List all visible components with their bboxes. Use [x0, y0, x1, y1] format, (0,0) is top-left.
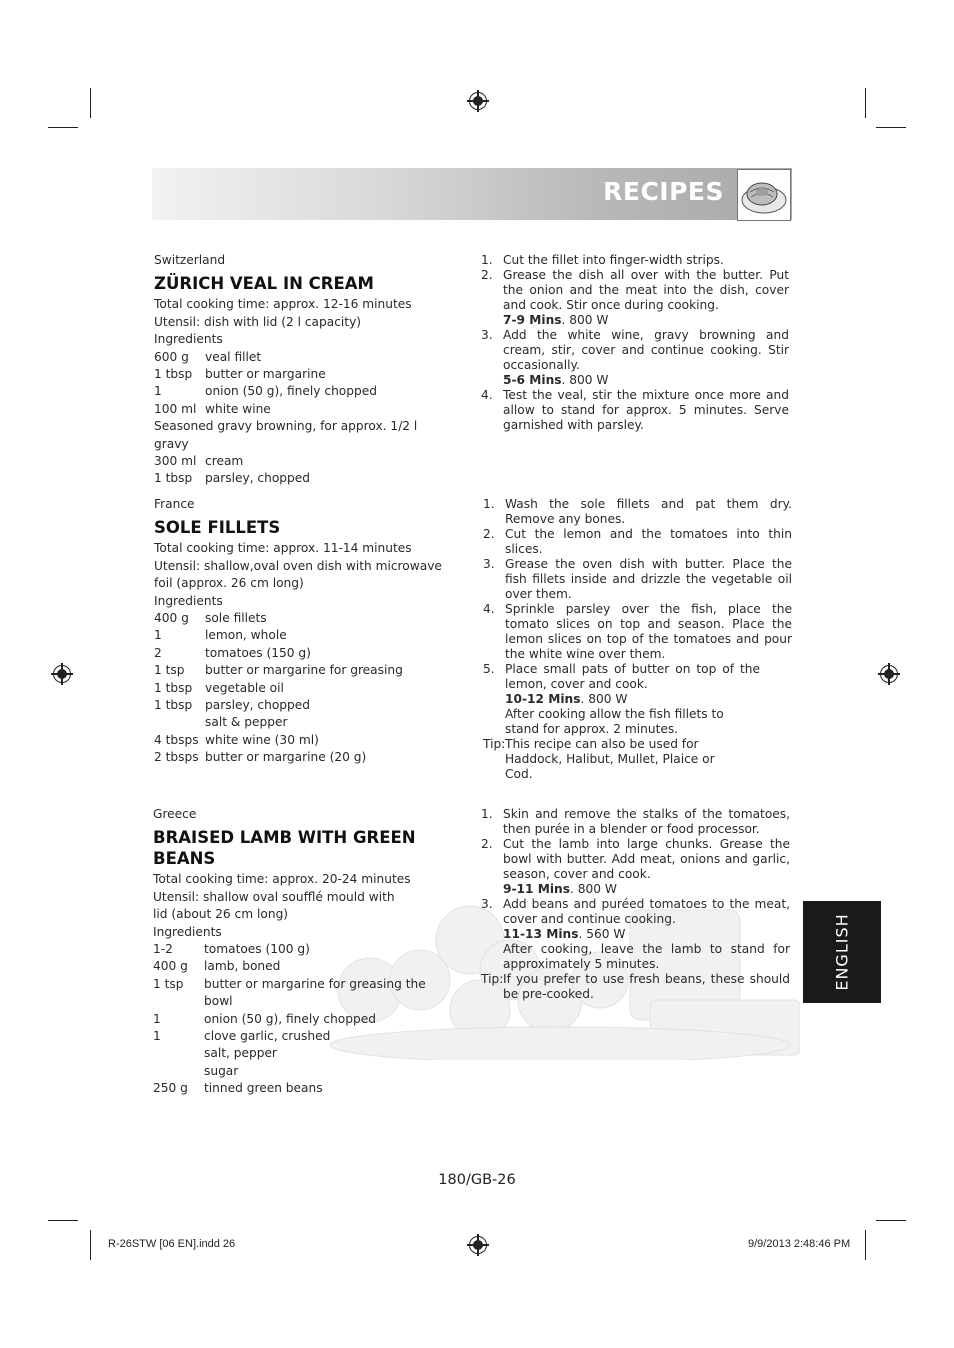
ingredient-row: 1 lemon, whole: [154, 628, 287, 643]
crop-mark: [876, 1220, 906, 1221]
recipe-zurich-veal-info: [154, 252, 454, 488]
step-item: 4. Test the veal, stir the mixture once more and allow to stand for approx. 5 minutes. Serve garnished with parsley.: [481, 388, 789, 432]
ingredient-row: 1 clove garlic, crushed: [153, 1029, 331, 1044]
page-number: 180/GB-26: [438, 1172, 516, 1188]
registration-mark-icon: [469, 92, 487, 110]
recipe-zurich-veal-steps: [481, 253, 789, 433]
crop-mark: [90, 88, 91, 118]
step-time: 7-9 Mins. 800 W: [503, 313, 609, 327]
recipe-title: BRAISED LAMB WITH GREEN BEANS: [153, 828, 416, 869]
ingredient-row: salt, pepper: [204, 1046, 277, 1061]
header-band: [152, 168, 792, 220]
crop-mark: [865, 1230, 866, 1260]
ingredients-label: Ingredients: [154, 332, 223, 347]
ingredient-row: 250 g tinned green beans: [153, 1081, 323, 1096]
utensil: Utensil: dish with lid (2 l capacity): [154, 314, 362, 329]
ingredient-row: 1-2 tomatoes (100 g): [153, 942, 310, 957]
recipe-title: ZÜRICH VEAL IN CREAM: [154, 274, 374, 294]
step-item: 2. Grease the dish all over with the butter. Put the onion and the meat into the dish, cover and cook. Stir once during cooking.: [481, 268, 789, 312]
step-item: 1. Wash the sole fillets and pat them dry. Remove any bones.: [483, 497, 792, 526]
ingredient-row: 300 ml cream: [154, 454, 244, 469]
tip-note: Tip: If you prefer to use fresh beans, these should be pre-cooked.: [481, 972, 790, 1001]
step-item: 3. Add the white wine, gravy browning and cream, stir, cover and continue cooking. Stir occasionally.: [481, 328, 789, 372]
ingredient-row: 1 tbsp butter or margarine: [154, 367, 326, 382]
ingredient-row: 4 tbsps white wine (30 ml): [154, 732, 319, 747]
ingredient-row: 1 tbsp parsley, chopped: [154, 698, 310, 713]
page-title: RECIPES: [603, 177, 724, 206]
step-item: 2. Cut the lemon and the tomatoes into thin slices.: [483, 527, 792, 556]
step-time: 5-6 Mins. 800 W: [503, 373, 609, 387]
ingredient-row: 1 tsp butter or margarine for greasing: [154, 663, 403, 678]
registration-mark-icon: [469, 1236, 487, 1254]
cooking-time: Total cooking time: approx. 11-14 minutes: [154, 541, 412, 556]
ingredient-row: Seasoned gravy browning, for approx. 1/2 l gravy: [154, 419, 418, 451]
ingredient-row: 1 tbsp parsley, chopped: [154, 471, 310, 486]
cooking-time: Total cooking time: approx. 20-24 minutes: [153, 872, 411, 887]
ingredient-row: 400 g lamb, boned: [153, 959, 281, 974]
ingredient-row: sugar: [204, 1063, 239, 1078]
recipe-sole-fillets-steps: [483, 497, 792, 782]
step-time: 10-12 Mins. 800 W: [505, 692, 628, 706]
step-time: 11-13 Mins. 560 W: [503, 927, 626, 941]
crop-mark: [876, 127, 906, 128]
cooking-time: Total cooking time: approx. 12-16 minutes: [154, 297, 412, 312]
footer-datetime: 9/9/2013 2:48:46 PM: [748, 1238, 851, 1250]
utensil: Utensil: shallow,oval oven dish with microwave foil (approx. 26 cm long): [154, 558, 442, 591]
ingredients-label: Ingredients: [154, 593, 223, 608]
recipe-country: Greece: [153, 807, 197, 821]
step-after-note: After cooking allow the fish fillets to stand for approx. 2 minutes.: [505, 707, 724, 736]
step-time: 9-11 Mins. 800 W: [503, 882, 617, 896]
ingredient-row: 1 onion (50 g), finely chopped: [153, 1011, 376, 1026]
step-item: 3. Add beans and puréed tomatoes to the meat, cover and continue cooking.: [481, 897, 790, 926]
recipe-braised-lamb-info: [153, 806, 458, 1098]
registration-mark-icon: [880, 665, 898, 683]
utensil: Utensil: shallow oval soufflé mould with lid (about 26 cm long): [153, 889, 395, 922]
ingredient-row: 1 onion (50 g), finely chopped: [154, 384, 377, 399]
step-item: 1. Skin and remove the stalks of the tomatoes, then purée in a blender or food processor.: [481, 807, 790, 836]
crop-mark: [90, 1230, 91, 1260]
language-tab: [803, 901, 881, 1003]
ingredient-row: 2 tomatoes (150 g): [154, 645, 311, 660]
recipe-braised-lamb-steps: [481, 807, 790, 1002]
recipe-sole-fillets-info: [154, 496, 454, 767]
language-tab-label: ENGLISH: [832, 913, 852, 991]
recipe-country: Switzerland: [154, 253, 226, 267]
tip-note: Tip: This recipe can also be used for Haddock, Halibut, Mullet, Plaice or Cod.: [483, 737, 715, 781]
step-after-note: After cooking, leave the lamb to stand for approximately 5 minutes.: [503, 942, 790, 971]
step-item: 1. Cut the fillet into finger-width strips.: [481, 253, 724, 267]
crop-mark: [48, 127, 78, 128]
ingredient-row: 1 tsp butter or margarine for greasing the bowl: [153, 976, 426, 1009]
step-item: 3. Grease the oven dish with butter. Place the fish fillets inside and drizzle the vegetable oil over them.: [483, 557, 792, 601]
recipe-country: France: [154, 497, 195, 511]
registration-mark-icon: [53, 665, 71, 683]
roast-meat-image: [737, 169, 791, 221]
ingredient-row: 1 tbsp vegetable oil: [154, 680, 284, 695]
ingredient-row: 400 g sole fillets: [154, 611, 267, 626]
step-item: 4. Sprinkle parsley over the fish, place the tomato slices on top and season. Place the lemon slices on top of the tomatoes and pour the white wine over them.: [483, 602, 792, 661]
step-item: 2. Cut the lamb into large chunks. Grease the bowl with butter. Add meat, onions and garlic, season, cover and cook.: [481, 837, 790, 881]
ingredients-label: Ingredients: [153, 924, 222, 939]
crop-mark: [48, 1220, 78, 1221]
recipe-title: SOLE FILLETS: [154, 518, 281, 538]
ingredient-row: 2 tbsps butter or margarine (20 g): [154, 750, 367, 765]
crop-mark: [865, 88, 866, 118]
footer-file-name: R-26STW [06 EN].indd 26: [108, 1238, 236, 1250]
ingredient-row: 100 ml white wine: [154, 401, 271, 416]
step-item: 5. Place small pats of butter on top of the lemon, cover and cook.: [483, 662, 760, 691]
ingredient-row: 600 g veal fillet: [154, 349, 262, 364]
ingredient-row: salt & pepper: [205, 715, 288, 730]
